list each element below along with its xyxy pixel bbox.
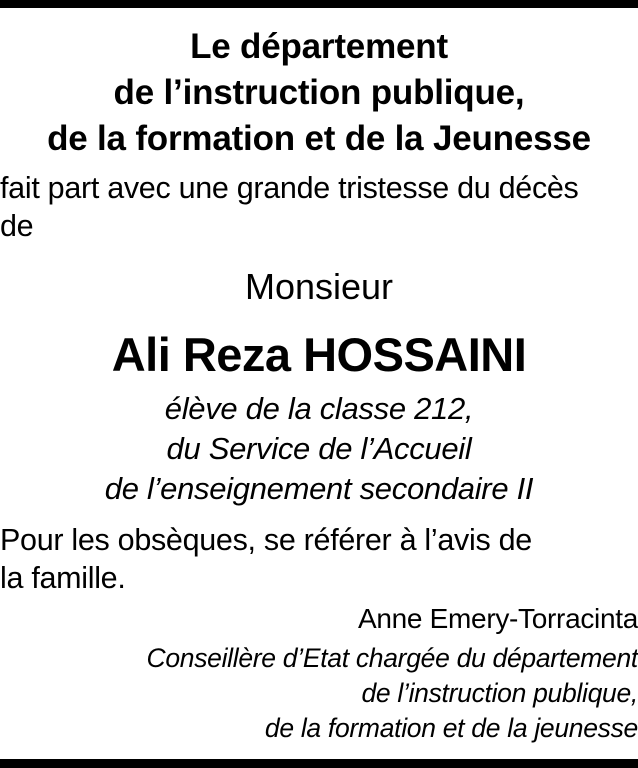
detail-line-1: élève de la classe 212, xyxy=(164,391,474,426)
signatory-role-line-2: de l’instruction publique, xyxy=(361,678,638,708)
top-border-rule xyxy=(0,0,638,8)
funeral-line-1: Pour les obsèques, se référer à l’avis de xyxy=(0,523,532,557)
header-line-1: Le département xyxy=(190,27,448,66)
intro-line-2: de xyxy=(0,209,34,243)
header-line-2: de l’instruction publique, xyxy=(113,73,525,112)
signatory-role-line-1: Conseillère d’Etat chargée du département xyxy=(146,643,638,673)
bottom-border-rule xyxy=(0,759,638,768)
header-line-3: de la formation et de la Jeunesse xyxy=(47,119,591,158)
signatory-name: Anne Emery-Torracinta xyxy=(357,603,638,634)
detail-line-3: de l’enseignement secondaire II xyxy=(104,471,534,506)
funeral-line-2: la famille. xyxy=(0,561,126,595)
signatory-role-line-3: de la formation et de la jeunesse xyxy=(264,713,638,743)
detail-line-2: du Service de l’Accueil xyxy=(166,431,472,466)
intro-line-1: fait part avec une grande tristesse du décès xyxy=(0,171,579,205)
deceased-name: Ali Reza HOSSAINI xyxy=(111,328,527,381)
honorific-title: Monsieur xyxy=(244,266,394,307)
